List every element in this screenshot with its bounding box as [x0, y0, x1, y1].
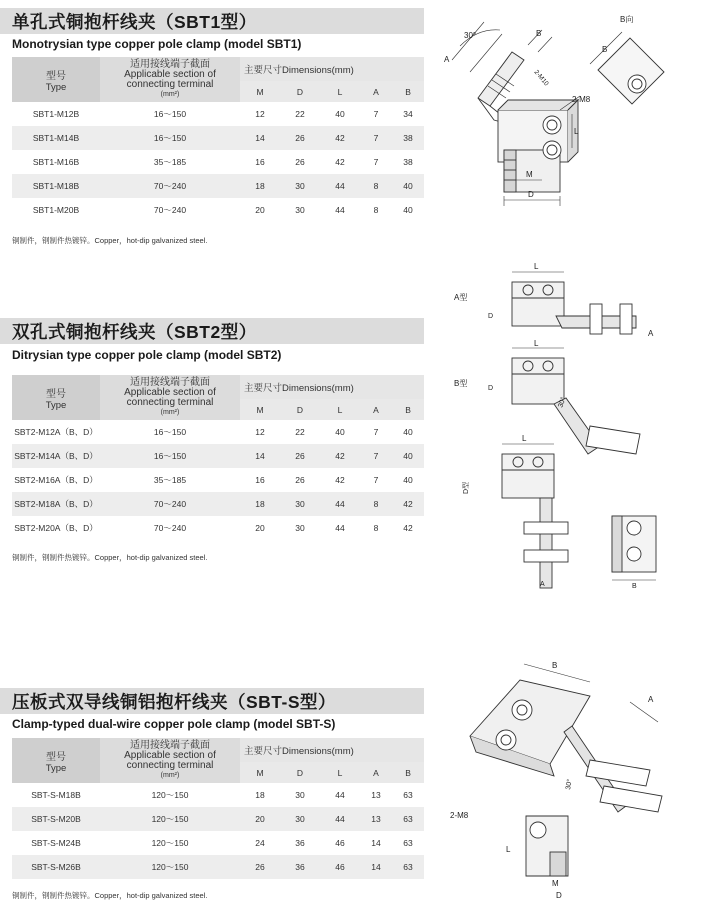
type-header: 型号 Type [12, 57, 100, 102]
col-m: M [240, 399, 280, 420]
col-b: B [392, 762, 424, 783]
sbt1-drawing [430, 0, 709, 230]
s-angle-label: 30° [565, 778, 574, 791]
front-view [612, 516, 656, 580]
angle-label: 30° [464, 31, 477, 40]
section-title-en: Clamp-typed dual-wire copper pole clamp (model SBT-S) [12, 717, 336, 731]
section-sbt2 [0, 312, 430, 572]
table-row: SBT1-M18B 70～240 18 30 44 8 40 [12, 174, 424, 198]
bolt-m10-label: 2-M10 [532, 68, 550, 88]
b-dim-l-label: L [534, 339, 539, 348]
b-type-clamp [512, 348, 640, 454]
b-view [590, 32, 664, 104]
a-dim-l-label: L [534, 262, 539, 271]
dimensions-header: 主要尺寸Dimensions(mm) [240, 57, 424, 81]
spec-table [12, 57, 424, 222]
b-view-dim-label: B [602, 45, 608, 54]
section-title-cn: 压板式双导线铜铝抱杆线夹（SBT-S型） [12, 692, 337, 712]
table-row: SBT1-M12B 16～150 12 22 40 7 34 [12, 102, 424, 126]
table-row: SBT2-M14A（B、D） 16～150 14 26 42 7 40 [12, 444, 424, 468]
sbt-s-drawing [440, 640, 709, 905]
s-dim-m-label: M [552, 879, 559, 888]
b-dim-d-label: D [488, 385, 494, 392]
section-header: 适用接线端子截面 Applicable section of connecting terminal (mm²) [100, 57, 240, 102]
s-bolt-m8-label: 2-M8 [450, 811, 469, 820]
col-b: B [392, 81, 424, 102]
s-dim-l-label: L [506, 845, 511, 854]
front-dim-b-label: B [632, 583, 637, 590]
col-l: L [320, 81, 360, 102]
col-m: M [240, 762, 280, 783]
section-header: 适用接线端子截面 Applicable section of connecting terminal (mm²) [100, 375, 240, 420]
type-header: 型号 Type [12, 375, 100, 420]
col-d: D [280, 762, 320, 783]
col-m: M [240, 81, 280, 102]
section-title-cn: 单孔式铜抱杆线夹（SBT1型） [12, 12, 257, 32]
d-dim-a-label: A [540, 581, 545, 588]
section-sbt-s [0, 680, 430, 913]
type-header: 型号 Type [12, 738, 100, 783]
section-title-cn: 双孔式铜抱杆线夹（SBT2型） [12, 322, 257, 342]
col-d: D [280, 399, 320, 420]
dimensions-header: 主要尺寸Dimensions(mm) [240, 738, 424, 762]
table-row: SBT2-M18A（B、D） 70～240 18 30 44 8 42 [12, 492, 424, 516]
col-a: A [360, 762, 392, 783]
b-type-label: B型 [454, 379, 468, 388]
table-row: SBT-S-M20B 120～150 20 30 44 13 63 [12, 807, 424, 831]
col-b: B [392, 399, 424, 420]
section-title-en: Monotrysian type copper pole clamp (model SBT1) [12, 37, 302, 51]
dimensions-header: 主要尺寸Dimensions(mm) [240, 375, 424, 399]
table-row: SBT2-M12A（B、D） 16～150 12 22 40 7 40 [12, 420, 424, 444]
material-note: 铜制件，钢制件热镀锌。Copper，hot-dip galvanized steel. [12, 553, 208, 562]
bolt-m8-label: 2-M8 [572, 95, 591, 104]
s-dim-d-label: D [556, 891, 562, 900]
b-angle-label: 30° [557, 396, 568, 409]
d-dim-l-label: L [522, 434, 527, 443]
col-l: L [320, 399, 360, 420]
dim-a-label: A [444, 55, 450, 64]
col-a: A [360, 399, 392, 420]
s-dim-a-label: A [648, 695, 654, 704]
section-header: 适用接线端子截面 Applicable section of connecting terminal (mm²) [100, 738, 240, 783]
dim-m-label: M [526, 170, 533, 179]
table-row: SBT2-M16A（B、D） 35～185 16 26 42 7 40 [12, 468, 424, 492]
material-note: 铜制件，钢制件热镀锌。Copper，hot-dip galvanized steel. [12, 891, 208, 900]
a-type-clamp [512, 272, 636, 334]
dim-d-label: D [528, 190, 534, 199]
table-row: SBT2-M20A（B、D） 70～240 20 30 44 8 42 [12, 516, 424, 540]
section-title-en: Ditrysian type copper pole clamp (model SBT2) [12, 348, 282, 362]
table-row: SBT-S-M18B 120～150 18 30 44 13 63 [12, 783, 424, 807]
a-dim-d-label: D [488, 313, 494, 320]
b-view-label: B向 [620, 15, 634, 24]
col-a: A [360, 81, 392, 102]
table-row: SBT-S-M26B 120～150 26 36 46 14 63 [12, 855, 424, 879]
col-d: D [280, 81, 320, 102]
dim-l-label: L [574, 127, 579, 136]
d-type-label: D型 [463, 481, 470, 494]
s-dim-b-label: B [552, 661, 558, 670]
spec-table [12, 375, 424, 540]
table-row: SBT1-M14B 16～150 14 26 42 7 38 [12, 126, 424, 150]
material-note: 铜制件，钢制件热镀锌。Copper，hot-dip galvanized steel. [12, 236, 208, 245]
sbt2-drawing [450, 258, 709, 603]
col-l: L [320, 762, 360, 783]
clamp-plate [470, 664, 662, 876]
a-type-label: A型 [454, 293, 468, 302]
a-dim-a-label: A [648, 329, 654, 338]
table-row: SBT1-M16B 35～185 16 26 42 7 38 [12, 150, 424, 174]
table-row: SBT-S-M24B 120～150 24 36 46 14 63 [12, 831, 424, 855]
section-sbt1 [0, 0, 430, 250]
d-type-clamp [502, 444, 568, 588]
table-row: SBT1-M20B 70～240 20 30 44 8 40 [12, 198, 424, 222]
dim-b-label: B [536, 29, 542, 38]
spec-table [12, 738, 424, 879]
